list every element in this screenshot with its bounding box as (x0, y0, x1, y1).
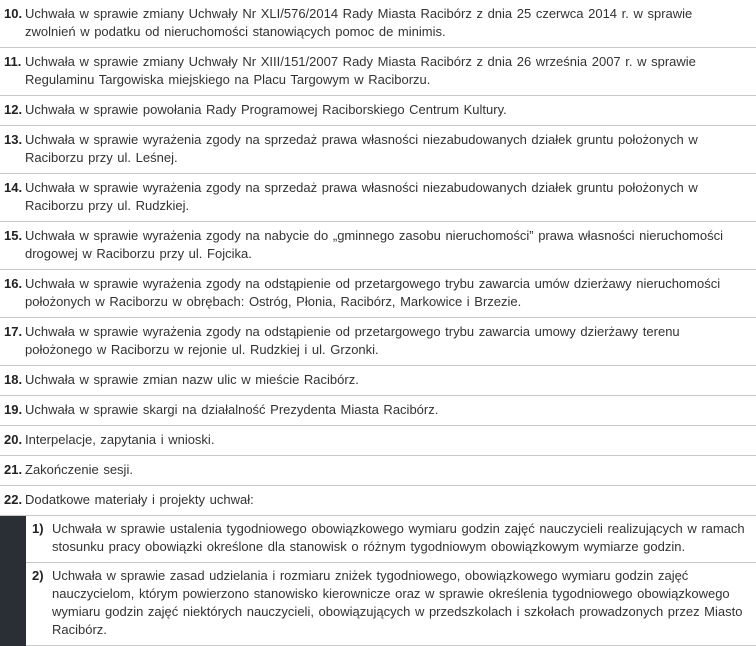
agenda-item-17[interactable] (0, 318, 756, 366)
agenda-item-22[interactable] (0, 486, 756, 516)
agenda-item-text: Uchwała w sprawie wyrażenia zgody na nabycie do „gminnego zasobu nieruchomości” prawa własności nieruchomości drogowej w Raciborzu przy ul. Fojcika. (25, 228, 724, 261)
additional-material-number: 2) (32, 568, 44, 583)
agenda-item-number: 11. (4, 54, 22, 69)
agenda-item-number: 22. (4, 492, 23, 507)
agenda-item-10[interactable] (0, 0, 756, 48)
agenda-item-number: 10. (4, 6, 23, 21)
agenda-item-text: Uchwała w sprawie skargi na działalność Prezydenta Miasta Racibórz. (25, 402, 439, 417)
additional-material-number: 1) (32, 521, 44, 536)
additional-materials-list (0, 516, 756, 646)
additional-material-item-1[interactable] (26, 516, 756, 563)
agenda-item-15[interactable] (0, 222, 756, 270)
agenda-item-12[interactable] (0, 96, 756, 126)
agenda-item-text: Uchwała w sprawie zmiany Uchwały Nr XIII/151/2007 Rady Miasta Racibórz z dnia 26 września 2007 r. w sprawie Regulaminu Targowiska miejskiego na Placu Targowym w Raciborzu. (25, 54, 696, 87)
agenda-item-number: 15. (4, 228, 23, 243)
additional-material-item-2[interactable] (26, 563, 756, 646)
agenda-item-number: 16. (4, 276, 23, 291)
agenda-item-20[interactable] (0, 426, 756, 456)
agenda-item-text: Uchwała w sprawie powołania Rady Programowej Raciborskiego Centrum Kultury. (25, 102, 507, 117)
agenda-item-number: 20. (4, 432, 23, 447)
agenda-item-text: Zakończenie sesji. (25, 462, 133, 477)
agenda-item-text: Uchwała w sprawie wyrażenia zgody na odstąpienie od przetargowego trybu zawarcia umowy dzierżawy terenu położonego w Raciborzu w rejonie ul. Rudzkiej i ul. Grzonki. (25, 324, 680, 357)
agenda-item-number: 19. (4, 402, 23, 417)
agenda-item-text: Uchwała w sprawie wyrażenia zgody na sprzedaż prawa własności niezabudowanych działek gruntu położonych w Raciborzu przy ul. Leśnej. (25, 132, 698, 165)
agenda-item-text: Uchwała w sprawie wyrażenia zgody na odstąpienie od przetargowego trybu zawarcia umów dzierżawy nieruchomości położonych w Raciborzu w obrębach: Ostróg, Płonia, Racibórz, Markowice i Brzezie. (25, 276, 721, 309)
agenda-item-number: 17. (4, 324, 23, 339)
agenda-item-number: 18. (4, 372, 23, 387)
agenda-item-number: 13. (4, 132, 23, 147)
agenda-item-text: Uchwała w sprawie wyrażenia zgody na sprzedaż prawa własności niezabudowanych działek gruntu położonych w Raciborzu przy ul. Rudzkiej. (25, 180, 698, 213)
agenda-item-text: Uchwała w sprawie zmiany Uchwały Nr XLI/576/2014 Rady Miasta Racibórz z dnia 25 czerwca 2014 r. w sprawie zwolnień w podatku od nieruchomości stanowiących pomoc de minimis. (25, 6, 693, 39)
agenda-item-number: 21. (4, 462, 23, 477)
agenda-item-19[interactable] (0, 396, 756, 426)
agenda-item-16[interactable] (0, 270, 756, 318)
agenda-item-text: Uchwała w sprawie zmian nazw ulic w mieście Racibórz. (25, 372, 359, 387)
agenda-item-text: Dodatkowe materiały i projekty uchwał: (25, 492, 254, 507)
agenda-item-text: Interpelacje, zapytania i wnioski. (25, 432, 215, 447)
agenda-item-number: 14. (4, 180, 23, 195)
additional-material-text: Uchwała w sprawie ustalenia tygodniowego obowiązkowego wymiaru godzin zajęć nauczycieli realizujących w ramach stosunku pracy obowiązki określone dla stanowisk o różnym tygodniowym obowiązkowym wymiarze godzin. (52, 521, 745, 554)
agenda-item-11[interactable] (0, 48, 756, 96)
agenda-item-21[interactable] (0, 456, 756, 486)
agenda-item-number: 12. (4, 102, 23, 117)
agenda-item-18[interactable] (0, 366, 756, 396)
agenda-item-13[interactable] (0, 126, 756, 174)
agenda-item-14[interactable] (0, 174, 756, 222)
additional-material-text: Uchwała w sprawie zasad udzielania i rozmiaru zniżek tygodniowego, obowiązkowego wymiaru godzin zajęć nauczycielom, którym powierzono stanowisko kierownicze oraz w sprawie określenia tygodniowego obowiązkowego wymiaru godzin zajęć niektórych nauczycieli, obowiązujących w przedszkolach i szkołach prowadzonych przez Miasto Racibórz. (52, 568, 743, 637)
